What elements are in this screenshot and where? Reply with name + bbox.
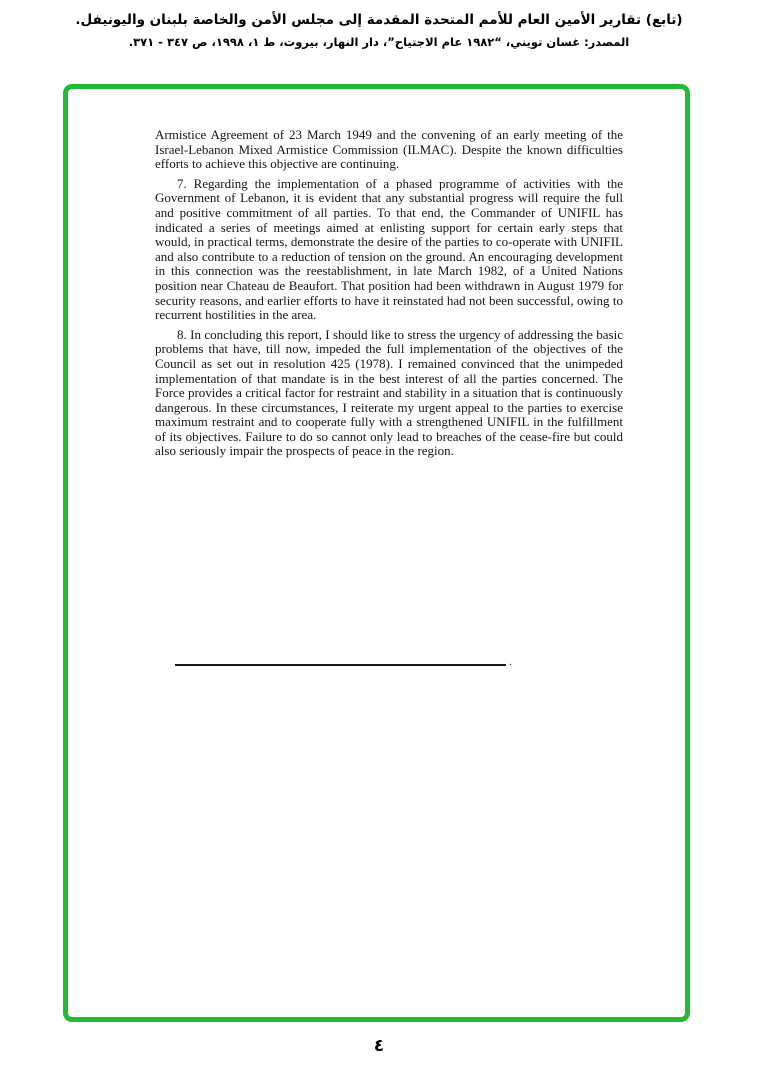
body-text-block [155,128,623,464]
arabic-header-title: (تابع) تقارير الأمين العام للأمم المتحدة المقدمة إلى مجلس الأمن والخاصة بلبنان واليونيفل. [75,12,683,28]
paragraph-7: 7. Regarding the implementation of a phased programme of activities with the Government of Lebanon, it is evident that any substantial progress will require the full and positive commitment of all parties. To that end, the Commander of UNIFIL has indicated a series of meetings aimed at enlisting support for certain early steps that would, in practical terms, demonstrate the desire of the parties to co-operate with UNIFIL and also contribute to a reduction of tension on the ground. An encouraging development in this connection was the reestablishment, in late March 1982, of a United Nations position near Chateau de Beaufort. That position had been withdrawn in August 1979 for security reasons, and earlier efforts to have it reinstated had not been successful, owing to recurrent hostilities in the area. [155,175,623,323]
arabic-header [0,8,758,52]
rule-end-mark: . [509,656,512,668]
footnote-rule [175,664,506,666]
page-number: ٤ [373,1036,385,1056]
paragraph-continuation: Armistice Agreement of 23 March 1949 and the convening of an early meeting of the Israel-Lebanon Mixed Armistice Commission (ILMAC). Despite the known difficulties efforts to achieve this objective are continuing. [155,127,623,172]
arabic-header-source: المصدر: غسان تويني، “١٩٨٢ عام الاجتياح”، دار النهار، بيروت، ط ١، ١٩٩٨، ص ٣٤٧ - ٣٧١. [128,35,630,49]
paragraph-8: 8. In concluding this report, I should like to stress the urgency of addressing the basic problems that have, till now, impeded the full implementation of the objectives of the Council as set out in resolution 425 (1978). I remained convinced that the unimpeded implementation of that mandate is in the best interest of all the parties concerned. The Force provides a critical factor for restraint and stability in a situation that is continuously dangerous. In these circumstances, I reiterate my urgent appeal to the parties to exercise maximum restraint and to cooperate fully with a strengthened UNIFIL in the fulfillment of its objectives. Failure to do so cannot only lead to breaches of the cease-fire but could also seriously impair the prospects of peace in the region. [155,326,623,459]
